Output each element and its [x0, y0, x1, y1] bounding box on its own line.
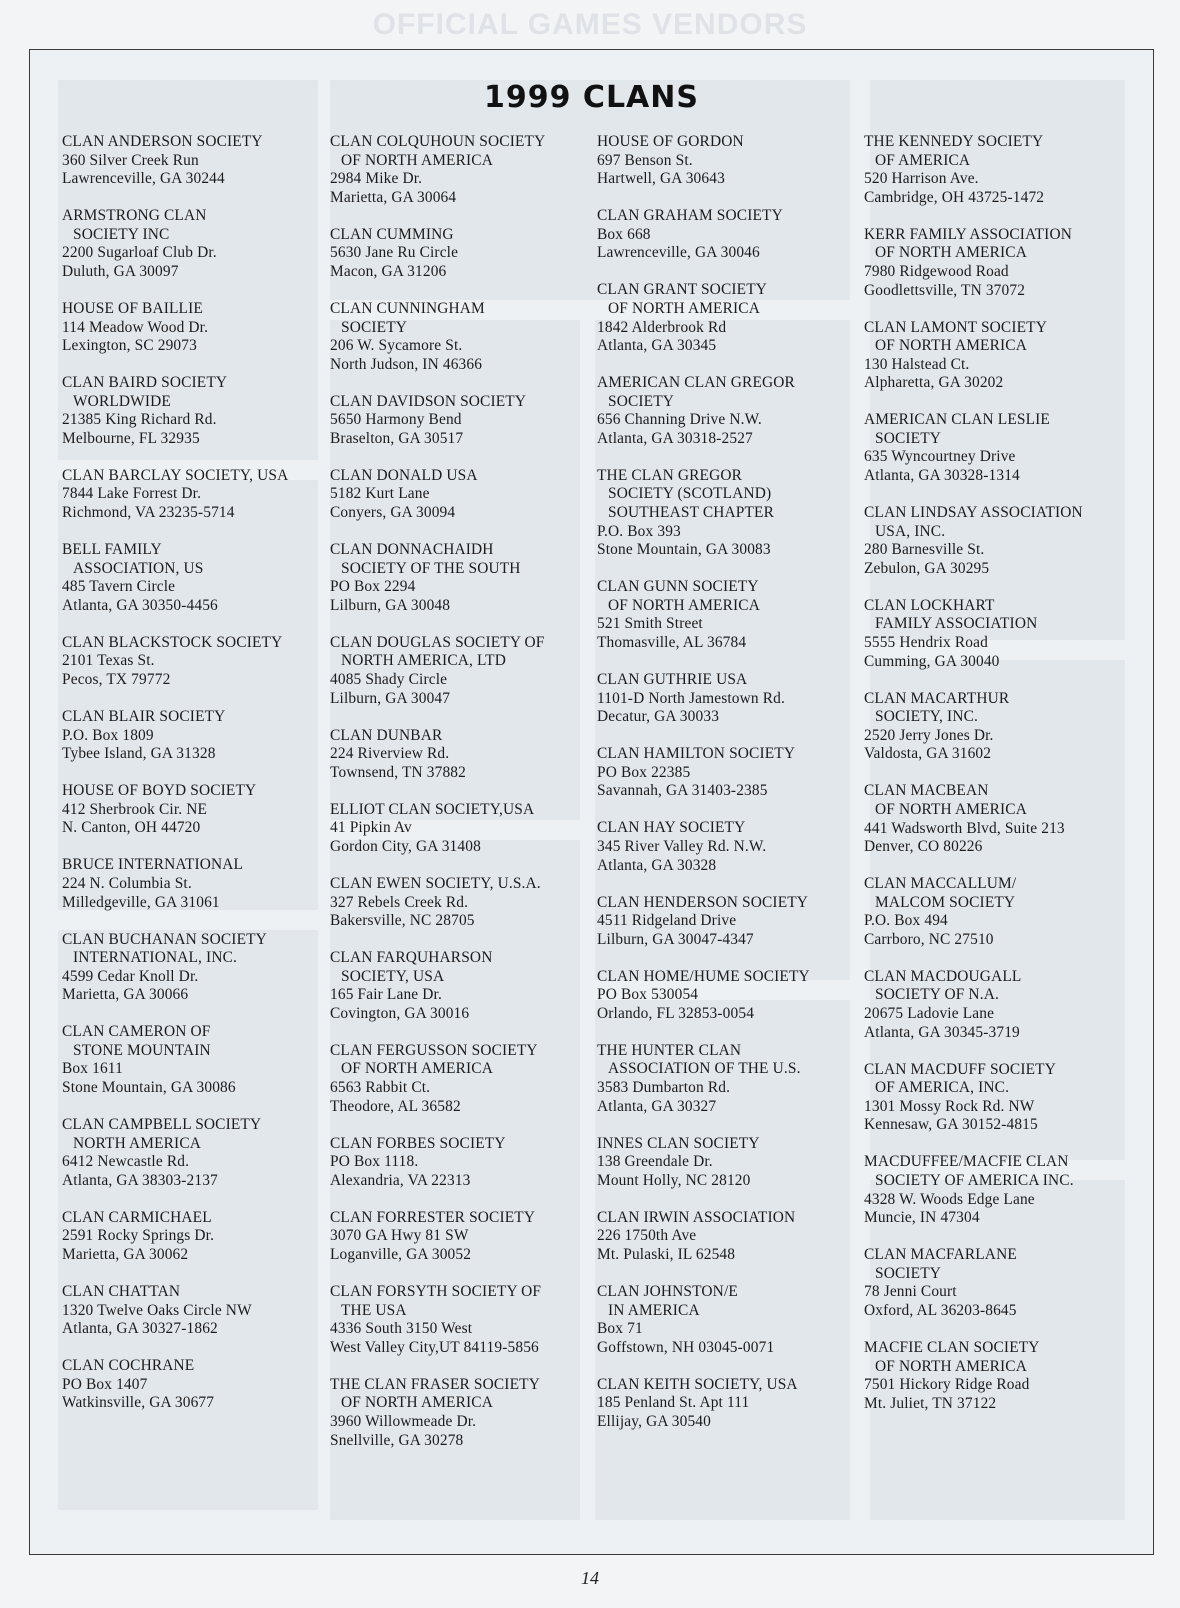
address-line: 7844 Lake Forrest Dr.: [62, 485, 202, 503]
clan-name-continued: OF NORTH AMERICA: [341, 1060, 493, 1078]
clan-entry: [62, 541, 324, 615]
address-line: Atlanta, GA 30345: [597, 337, 717, 355]
clan-name: CLAN FORRESTER SOCIETY: [330, 1208, 536, 1226]
clan-name-continued: WORLDWIDE: [73, 392, 171, 410]
address-line: 280 Barnesville St.: [864, 541, 985, 559]
address-line: Ellijay, GA 30540: [597, 1412, 711, 1430]
clan-entry: [597, 467, 859, 560]
clan-name-continued: OF NORTH AMERICA: [608, 299, 760, 317]
address-line: Hartwell, GA 30643: [597, 170, 725, 188]
address-line: PO Box 1407: [62, 1375, 148, 1393]
clan-name: CLAN HAMILTON SOCIETY: [597, 745, 796, 763]
clan-entry: [597, 1376, 859, 1432]
address-line: Duluth, GA 30097: [62, 262, 179, 280]
address-line: 4328 W. Woods Edge Lane: [864, 1190, 1035, 1208]
address-line: Atlanta, GA 30328: [597, 856, 717, 874]
address-line: 5630 Jane Ru Circle: [330, 244, 459, 262]
clan-name-continued: SOUTHEAST CHAPTER: [608, 504, 775, 522]
address-line: N. Canton, OH 44720: [62, 819, 201, 837]
clan-entry: [62, 1116, 324, 1190]
clan-name: CLAN MACARTHUR: [864, 689, 1010, 707]
clan-name-continued: OF NORTH AMERICA: [875, 337, 1027, 355]
clan-entry: [597, 819, 859, 875]
address-line: Melbourne, FL 32935: [62, 429, 200, 447]
clan-entry: [864, 1153, 1126, 1227]
clan-name: CLAN FERGUSSON SOCIETY: [330, 1041, 538, 1059]
address-line: 6412 Newcastle Rd.: [62, 1153, 190, 1171]
clan-name: CLAN BLAIR SOCIETY: [62, 707, 226, 725]
address-line: Atlanta, GA 38303-2137: [62, 1171, 218, 1189]
clan-entry: [597, 671, 859, 727]
address-line: 3960 Willowmeade Dr.: [330, 1412, 477, 1430]
clan-name-continued: STONE MOUNTAIN: [73, 1041, 211, 1059]
clan-entry: [864, 1061, 1126, 1135]
clan-name: CLAN MACFARLANE: [864, 1246, 1017, 1264]
clan-name: CLAN HENDERSON SOCIETY: [597, 893, 809, 911]
clan-name: CLAN CARMICHAEL: [62, 1208, 212, 1226]
clan-name: CLAN DONNACHAIDH: [330, 541, 494, 559]
address-line: 327 Rebels Creek Rd.: [330, 893, 469, 911]
address-line: Tybee Island, GA 31328: [62, 745, 216, 763]
clan-name-continued: OF NORTH AMERICA: [341, 1394, 493, 1412]
address-line: PO Box 1118.: [330, 1153, 419, 1171]
address-line: 4511 Ridgeland Drive: [597, 912, 737, 930]
address-line: 226 1750th Ave: [597, 1227, 697, 1245]
address-line: Snellville, GA 30278: [330, 1431, 464, 1449]
clan-name: AMERICAN CLAN GREGOR: [597, 374, 795, 392]
clan-name-continued: SOCIETY: [341, 318, 408, 336]
clan-entry: [597, 281, 859, 355]
address-line: 224 Riverview Rd.: [330, 745, 450, 763]
clan-name-continued: OF NORTH AMERICA: [341, 151, 493, 169]
clan-entry: [62, 782, 324, 838]
address-line: Valdosta, GA 31602: [864, 745, 992, 763]
clan-name: CLAN GRAHAM SOCIETY: [597, 207, 783, 225]
clan-name: ARMSTRONG CLAN: [62, 207, 207, 225]
clan-entry: [597, 894, 859, 950]
clan-name: CLAN BAIRD SOCIETY: [62, 374, 228, 392]
address-line: Lilburn, GA 30047: [330, 689, 451, 707]
clan-entry: [62, 856, 324, 912]
clan-entry: [330, 634, 592, 708]
clan-name-continued: SOCIETY (SCOTLAND): [608, 485, 772, 503]
address-line: 5555 Hendrix Road: [864, 634, 988, 652]
clan-name: HOUSE OF BOYD SOCIETY: [62, 782, 257, 800]
address-line: 3583 Dumbarton Rd.: [597, 1079, 731, 1097]
address-line: 345 River Valley Rd. N.W.: [597, 837, 767, 855]
clan-entry: [62, 708, 324, 764]
clan-name-continued: SOCIETY, INC.: [875, 708, 978, 726]
address-line: 185 Penland St. Apt 111: [597, 1394, 750, 1412]
clan-name: CLAN BARCLAY SOCIETY, USA: [62, 466, 289, 484]
clan-entry: [597, 1209, 859, 1265]
directory-column-2: [330, 133, 592, 1469]
clan-name: CLAN MACCALLUM/: [864, 875, 1017, 893]
clan-name-continued: OF NORTH AMERICA: [875, 800, 1027, 818]
clan-entry: [330, 1209, 592, 1265]
address-line: P.O. Box 1809: [62, 726, 154, 744]
address-line: 441 Wadsworth Blvd, Suite 213: [864, 819, 1065, 837]
address-line: Atlanta, GA 30327-1862: [62, 1320, 218, 1338]
clan-name: CLAN DUNBAR: [330, 726, 443, 744]
address-line: Alpharetta, GA 30202: [864, 374, 1004, 392]
clan-entry: [864, 319, 1126, 393]
directory-column-4: [864, 133, 1126, 1432]
clan-name-continued: OF NORTH AMERICA: [875, 244, 1027, 262]
clan-entry: [330, 875, 592, 931]
address-line: Mt. Juliet, TN 37122: [864, 1394, 997, 1412]
clan-name: CLAN ANDERSON SOCIETY: [62, 133, 263, 150]
address-line: PO Box 2294: [330, 578, 416, 596]
clan-entry: [330, 226, 592, 282]
clan-entry: [864, 1246, 1126, 1320]
address-line: 2520 Jerry Jones Dr.: [864, 726, 994, 744]
clan-entry: [330, 393, 592, 449]
clan-name: CLAN GUNN SOCIETY: [597, 578, 759, 596]
address-line: Stone Mountain, GA 30086: [62, 1079, 236, 1097]
address-line: Milledgeville, GA 31061: [62, 893, 220, 911]
address-line: Stone Mountain, GA 30083: [597, 541, 771, 559]
clan-entry: [330, 1042, 592, 1116]
address-line: Macon, GA 31206: [330, 262, 447, 280]
address-line: 78 Jenni Court: [864, 1283, 957, 1301]
clan-name: BRUCE INTERNATIONAL: [62, 856, 244, 874]
clan-name: THE CLAN FRASER SOCIETY: [330, 1375, 540, 1393]
clan-entry: [864, 968, 1126, 1042]
clan-entry: [597, 1135, 859, 1191]
address-line: Lawrenceville, GA 30046: [597, 244, 760, 262]
clan-entry: [597, 578, 859, 652]
clan-name-continued: USA, INC.: [875, 522, 946, 540]
clan-entry: [330, 1376, 592, 1450]
address-line: 165 Fair Lane Dr.: [330, 986, 442, 1004]
address-line: Atlanta, GA 30318-2527: [597, 429, 753, 447]
address-line: Townsend, TN 37882: [330, 763, 466, 781]
address-line: Lawrenceville, GA 30244: [62, 170, 225, 188]
clan-entry: [330, 1283, 592, 1357]
clan-name-continued: OF AMERICA, INC.: [875, 1079, 1010, 1097]
clan-name: ELLIOT CLAN SOCIETY,USA: [330, 800, 535, 818]
clan-name: CLAN CHATTAN: [62, 1282, 181, 1300]
address-line: Savannah, GA 31403-2385: [597, 782, 768, 800]
address-line: Box 71: [597, 1320, 643, 1338]
clan-name-continued: SOCIETY: [875, 429, 942, 447]
clan-entry: [597, 1042, 859, 1116]
address-line: 130 Halstead Ct.: [864, 355, 970, 373]
address-line: Lexington, SC 29073: [62, 337, 197, 355]
address-line: Conyers, GA 30094: [330, 504, 456, 522]
clan-entry: [62, 634, 324, 690]
clan-name-continued: OF AMERICA: [875, 151, 971, 169]
address-line: 2200 Sugarloaf Club Dr.: [62, 244, 217, 262]
page-number: 14: [581, 1568, 599, 1588]
directory-column-1: [62, 133, 324, 1431]
address-line: Kennesaw, GA 30152-4815: [864, 1116, 1038, 1134]
clan-entry: [597, 745, 859, 801]
address-line: Bakersville, NC 28705: [330, 912, 475, 930]
clan-name: CLAN CAMPBELL SOCIETY: [62, 1116, 262, 1134]
clan-entry: [864, 133, 1126, 207]
address-line: Box 668: [597, 225, 651, 243]
address-line: Goodlettsville, TN 37072: [864, 281, 1026, 299]
address-line: Lilburn, GA 30048: [330, 596, 451, 614]
clan-entry: [330, 300, 592, 374]
address-line: Atlanta, GA 30345-3719: [864, 1023, 1020, 1041]
address-line: 360 Silver Creek Run: [62, 151, 199, 169]
clan-name: CLAN COLQUHOUN SOCIETY: [330, 133, 546, 150]
clan-entry: [62, 931, 324, 1005]
address-line: Muncie, IN 47304: [864, 1209, 980, 1227]
address-line: PO Box 22385: [597, 763, 691, 781]
clan-entry: [864, 1339, 1126, 1413]
clan-entry: [864, 411, 1126, 485]
address-line: Gordon City, GA 31408: [330, 837, 481, 855]
page-title: 1999 CLANS: [483, 80, 699, 115]
address-line: Zebulon, GA 30295: [864, 559, 990, 577]
clan-name: CLAN BUCHANAN SOCIETY: [62, 930, 267, 948]
clan-name-continued: IN AMERICA: [608, 1301, 700, 1319]
clan-name: CLAN GRANT SOCIETY: [597, 281, 768, 299]
clan-name: CLAN DOUGLAS SOCIETY OF: [330, 633, 545, 651]
clan-entry: [864, 504, 1126, 578]
address-line: Carrboro, NC 27510: [864, 930, 994, 948]
address-line: 1320 Twelve Oaks Circle NW: [62, 1301, 252, 1319]
address-line: 41 Pipkin Av: [330, 819, 412, 837]
address-line: Braselton, GA 30517: [330, 429, 464, 447]
clan-name-continued: SOCIETY OF N.A.: [875, 986, 999, 1004]
address-line: Cambridge, OH 43725-1472: [864, 188, 1045, 206]
address-line: Denver, CO 80226: [864, 838, 983, 856]
address-line: Thomasville, AL 36784: [597, 634, 747, 652]
clan-name: CLAN DAVIDSON SOCIETY: [330, 392, 527, 410]
address-line: 206 W. Sycamore St.: [330, 337, 463, 355]
clan-entry: [330, 727, 592, 783]
clan-name: CLAN KEITH SOCIETY, USA: [597, 1375, 798, 1393]
address-line: Lilburn, GA 30047-4347: [597, 930, 754, 948]
clan-name-continued: THE USA: [341, 1301, 407, 1319]
address-line: 4085 Shady Circle: [330, 671, 448, 688]
address-line: 5182 Kurt Lane: [330, 485, 430, 503]
clan-name-continued: SOCIETY, USA: [341, 967, 445, 985]
clan-entry: [864, 782, 1126, 856]
address-line: Atlanta, GA 30350-4456: [62, 596, 218, 614]
clan-entry: [62, 467, 324, 523]
clan-entry: [864, 597, 1126, 671]
clan-name: CLAN LINDSAY ASSOCIATION: [864, 504, 1083, 522]
address-line: Pecos, TX 79772: [62, 671, 171, 688]
clan-name-continued: NORTH AMERICA: [73, 1134, 202, 1152]
clan-entry: [864, 226, 1126, 300]
clan-name-continued: ASSOCIATION OF THE U.S.: [608, 1060, 801, 1078]
clan-name: BELL FAMILY: [62, 541, 162, 559]
address-line: Theodore, AL 36582: [330, 1097, 461, 1115]
address-line: 6563 Rabbit Ct.: [330, 1079, 431, 1097]
address-line: Mt. Pulaski, IL 62548: [597, 1245, 736, 1263]
clan-entry: [864, 875, 1126, 949]
address-line: 1301 Mossy Rock Rd. NW: [864, 1097, 1035, 1115]
clan-name: CLAN JOHNSTON/E: [597, 1282, 738, 1300]
address-line: 520 Harrison Ave.: [864, 170, 979, 188]
address-line: 2101 Texas St.: [62, 652, 155, 670]
clan-name: AMERICAN CLAN LESLIE: [864, 411, 1050, 429]
clan-name: CLAN COCHRANE: [62, 1357, 195, 1375]
clan-entry: [62, 300, 324, 356]
address-line: 7980 Ridgewood Road: [864, 262, 1009, 280]
clan-entry: [864, 690, 1126, 764]
clan-name: CLAN MACDUFF SOCIETY: [864, 1060, 1056, 1078]
address-line: 3070 GA Hwy 81 SW: [330, 1227, 469, 1245]
address-line: Richmond, VA 23235-5714: [62, 504, 235, 522]
clan-entry: [597, 1283, 859, 1357]
clan-name: MACDUFFEE/MACFIE CLAN: [864, 1153, 1069, 1171]
address-line: 21385 King Richard Rd.: [62, 411, 217, 429]
address-line: P.O. Box 393: [597, 522, 681, 540]
clan-name-continued: MALCOM SOCIETY: [875, 893, 1016, 911]
clan-name: THE CLAN GREGOR: [597, 466, 743, 484]
address-line: 697 Benson St.: [597, 151, 693, 169]
address-line: Mount Holly, NC 28120: [597, 1171, 751, 1189]
address-line: 412 Sherbrook Cir. NE: [62, 800, 208, 818]
clan-name: CLAN FORSYTH SOCIETY OF: [330, 1282, 542, 1300]
clan-name: THE KENNEDY SOCIETY: [864, 133, 1044, 150]
address-line: Covington, GA 30016: [330, 1004, 470, 1022]
address-line: 635 Wyncourtney Drive: [864, 448, 1016, 466]
clan-entry: [62, 1357, 324, 1413]
address-line: Alexandria, VA 22313: [330, 1171, 471, 1189]
clan-name-continued: OF NORTH AMERICA: [875, 1357, 1027, 1375]
clan-name-continued: ASSOCIATION, US: [73, 559, 204, 577]
faded-header: OFFICIAL GAMES VENDORS: [372, 8, 808, 41]
clan-name: CLAN CAMERON OF: [62, 1023, 211, 1041]
clan-entry: [62, 207, 324, 281]
address-line: 2984 Mike Dr.: [330, 170, 423, 188]
clan-name: CLAN FARQUHARSON: [330, 949, 493, 967]
clan-name-continued: SOCIETY: [875, 1264, 942, 1282]
address-line: Oxford, AL 36203-8645: [864, 1301, 1017, 1319]
address-line: 1842 Alderbrook Rd: [597, 318, 727, 336]
address-line: 224 N. Columbia St.: [62, 874, 192, 892]
address-line: 7501 Hickory Ridge Road: [864, 1376, 1030, 1394]
clan-name-continued: OF NORTH AMERICA: [608, 596, 760, 614]
clan-name: INNES CLAN SOCIETY: [597, 1134, 760, 1152]
clan-name: CLAN IRWIN ASSOCIATION: [597, 1208, 796, 1226]
address-line: North Judson, IN 46366: [330, 355, 483, 373]
address-line: Orlando, FL 32853-0054: [597, 1004, 755, 1022]
address-line: 521 Smith Street: [597, 615, 703, 633]
clan-name: CLAN CUMMING: [330, 225, 454, 243]
address-line: 5650 Harmony Bend: [330, 411, 462, 429]
address-line: PO Box 530054: [597, 986, 699, 1004]
clan-name: HOUSE OF BAILLIE: [62, 299, 203, 317]
address-line: Watkinsville, GA 30677: [62, 1394, 215, 1412]
clan-entry: [62, 133, 324, 189]
clan-entry: [597, 133, 859, 189]
clan-entry: [62, 1283, 324, 1339]
clan-name: CLAN FORBES SOCIETY: [330, 1134, 506, 1152]
page-frame: [29, 49, 1154, 1555]
clan-entry: [330, 1135, 592, 1191]
clan-name: CLAN LOCKHART: [864, 596, 995, 614]
clan-name-continued: INTERNATIONAL, INC.: [73, 949, 237, 967]
clan-name-continued: FAMILY ASSOCIATION: [875, 615, 1038, 633]
clan-name: HOUSE OF GORDON: [597, 133, 744, 150]
clan-name: KERR FAMILY ASSOCIATION: [864, 225, 1072, 243]
clan-entry: [62, 1209, 324, 1265]
clan-entry: [330, 949, 592, 1023]
clan-name-continued: SOCIETY: [608, 392, 675, 410]
address-line: 4599 Cedar Knoll Dr.: [62, 967, 199, 985]
address-line: Loganville, GA 30052: [330, 1245, 472, 1263]
clan-entry: [330, 133, 592, 207]
clan-name: CLAN MACBEAN: [864, 782, 989, 800]
clan-name: THE HUNTER CLAN: [597, 1041, 742, 1059]
address-line: Atlanta, GA 30328-1314: [864, 467, 1020, 485]
directory-column-3: [597, 133, 859, 1450]
address-line: 2591 Rocky Springs Dr.: [62, 1227, 215, 1245]
clan-entry: [330, 467, 592, 523]
clan-name: CLAN CUNNINGHAM: [330, 299, 485, 317]
clan-name: CLAN HAY SOCIETY: [597, 819, 746, 837]
address-line: 138 Greendale Dr.: [597, 1153, 713, 1171]
address-line: Marietta, GA 30062: [62, 1245, 189, 1263]
address-line: Goffstown, NH 03045-0071: [597, 1338, 775, 1356]
clan-name: CLAN DONALD USA: [330, 466, 478, 484]
address-line: P.O. Box 494: [864, 912, 948, 930]
clan-name: CLAN LAMONT SOCIETY: [864, 318, 1047, 336]
clan-name: CLAN EWEN SOCIETY, U.S.A.: [330, 874, 541, 892]
clan-name: MACFIE CLAN SOCIETY: [864, 1338, 1040, 1356]
clan-name: CLAN HOME/HUME SOCIETY: [597, 967, 810, 985]
clan-name-continued: SOCIETY OF AMERICA INC.: [875, 1172, 1074, 1190]
address-line: Box 1611: [62, 1060, 123, 1078]
address-line: 1101-D North Jamestown Rd.: [597, 689, 786, 707]
address-line: 485 Tavern Circle: [62, 578, 176, 596]
address-line: 656 Channing Drive N.W.: [597, 411, 762, 429]
address-line: Cumming, GA 30040: [864, 652, 1000, 670]
clan-entry: [62, 374, 324, 448]
clan-name: CLAN BLACKSTOCK SOCIETY: [62, 633, 283, 651]
address-line: Decatur, GA 30033: [597, 708, 720, 726]
clan-entry: [330, 801, 592, 857]
address-line: Marietta, GA 30064: [330, 188, 457, 206]
address-line: Marietta, GA 30066: [62, 986, 189, 1004]
clan-name: CLAN MACDOUGALL: [864, 967, 1022, 985]
address-line: Atlanta, GA 30327: [597, 1097, 717, 1115]
clan-entry: [62, 1023, 324, 1097]
clan-entry: [597, 374, 859, 448]
address-line: West Valley City,UT 84119-5856: [330, 1338, 539, 1356]
clan-name: CLAN GUTHRIE USA: [597, 671, 748, 688]
clan-name-continued: SOCIETY OF THE SOUTH: [341, 559, 521, 577]
address-line: 20675 Ladovie Lane: [864, 1005, 995, 1023]
clan-entry: [330, 541, 592, 615]
address-line: 114 Meadow Wood Dr.: [62, 318, 209, 336]
clan-name-continued: SOCIETY INC: [73, 225, 170, 243]
clan-entry: [597, 207, 859, 263]
clan-entry: [597, 968, 859, 1024]
clan-name-continued: NORTH AMERICA, LTD: [341, 652, 506, 670]
address-line: 4336 South 3150 West: [330, 1320, 473, 1338]
